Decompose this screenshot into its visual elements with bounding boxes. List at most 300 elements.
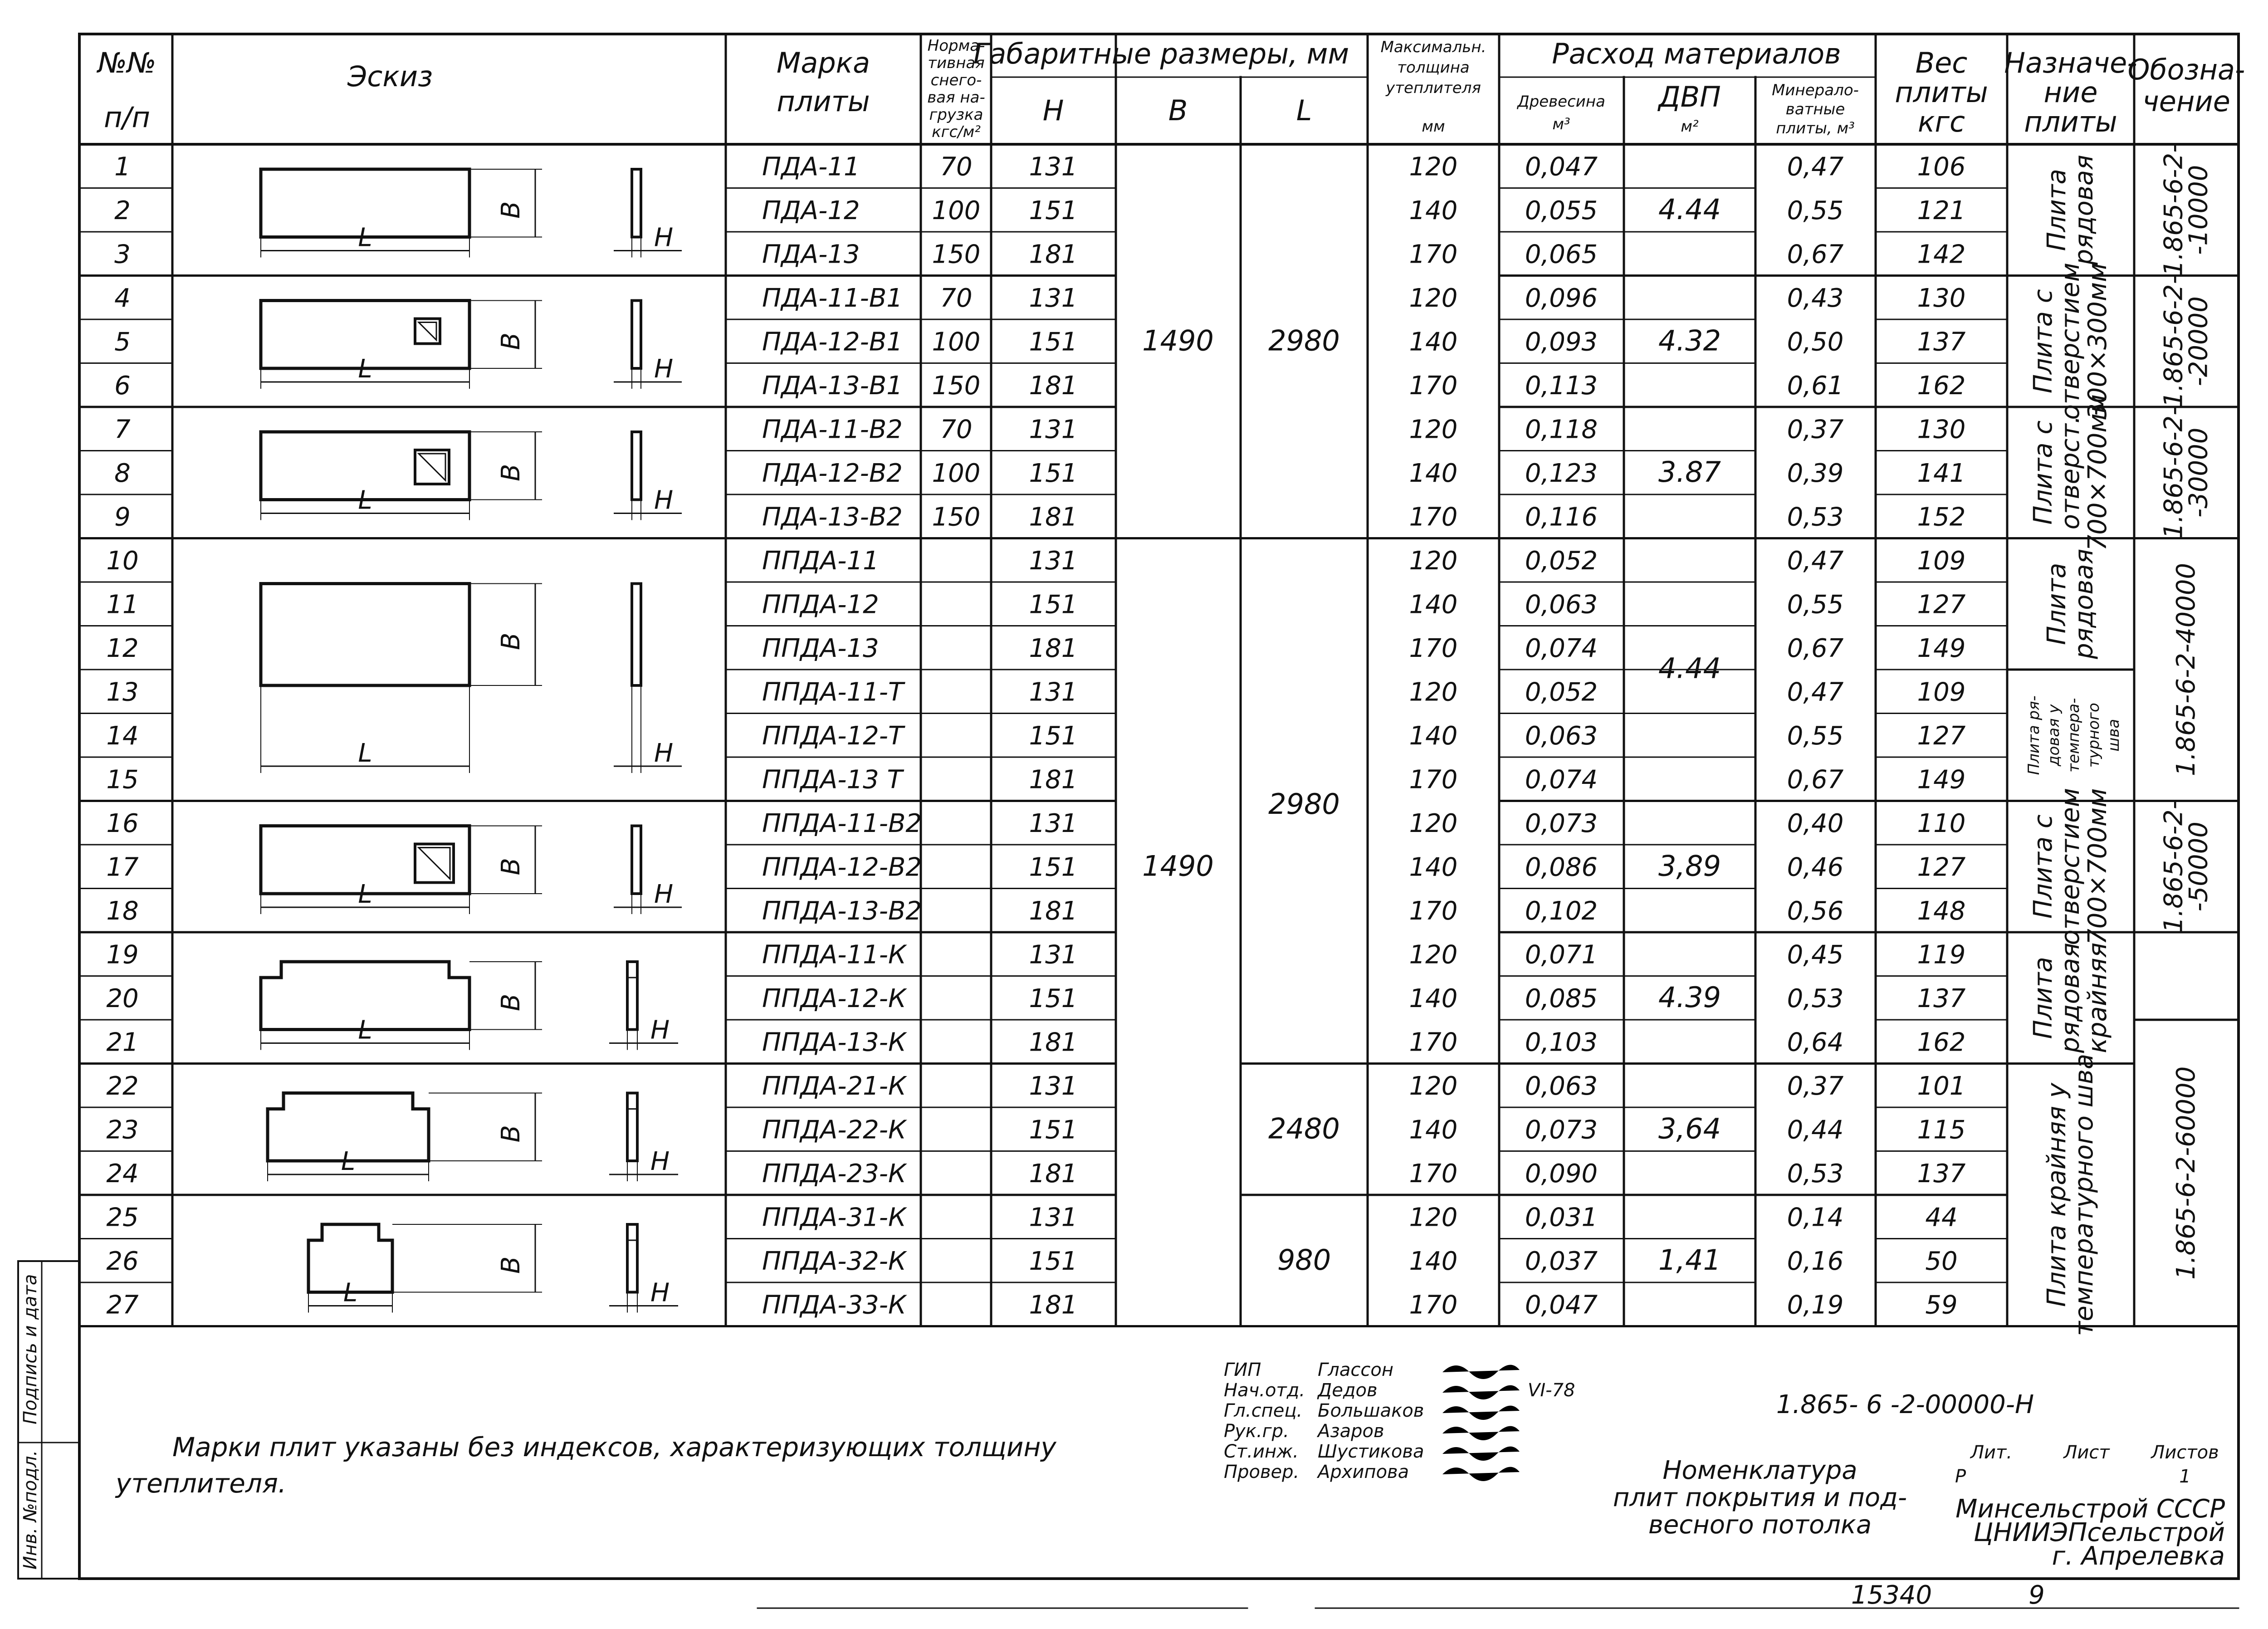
sketch-label-b: В [496, 993, 526, 1011]
plate-weight: 121 [1917, 196, 1966, 225]
mineral-wool-volume: 0,47 [1787, 152, 1844, 182]
plate-mark: ППДА-11 [762, 546, 879, 576]
plate-weight: 141 [1917, 458, 1966, 488]
header-num-sub: п/п [104, 101, 150, 134]
plate-plan [261, 584, 469, 686]
plate-mark: ППДА-32-К [762, 1246, 906, 1276]
mineral-wool-volume: 0,56 [1787, 896, 1844, 926]
sketch-label-h: Н [650, 1147, 670, 1176]
row-number: 26 [106, 1246, 139, 1276]
mineral-wool-volume: 0,53 [1787, 502, 1844, 532]
height-h: 181 [1029, 1159, 1078, 1189]
row-number: 18 [106, 896, 139, 926]
row-number: 23 [106, 1115, 139, 1145]
wood-volume: 0,055 [1525, 196, 1598, 225]
organization: Минсельстрой СССР [1955, 1494, 2225, 1524]
height-h: 181 [1029, 502, 1078, 532]
height-h: 151 [1029, 1115, 1078, 1145]
plate-section [632, 169, 641, 237]
header-insul-unit: мм [1422, 117, 1445, 136]
dvp-area: 4.32 [1658, 324, 1721, 357]
header-load-line: грузка [929, 106, 983, 124]
designation-code: -50000 [2184, 822, 2214, 912]
snow-load: 150 [932, 502, 981, 532]
wood-volume: 0,085 [1525, 983, 1598, 1013]
signatory-role: ГИП [1224, 1360, 1261, 1380]
row-number: 22 [106, 1071, 139, 1101]
insulation-thickness: 120 [1409, 283, 1458, 313]
header-dvp-unit: м² [1681, 117, 1699, 136]
plate-purpose: турного [2085, 703, 2103, 768]
wood-volume: 0,063 [1525, 590, 1598, 620]
height-h: 151 [1029, 1246, 1078, 1276]
height-h: 131 [1029, 283, 1078, 313]
signatory-role: Рук.гр. [1224, 1421, 1289, 1442]
height-h: 131 [1029, 1203, 1078, 1233]
height-h: 131 [1029, 152, 1078, 182]
designation-code: 1.865-6-2-60000 [2171, 1066, 2201, 1280]
plate-purpose: шва [2105, 719, 2123, 752]
plate-mark: ППДА-12-Т [762, 721, 904, 751]
row-number: 13 [106, 677, 139, 707]
header-desig-2: чение [2142, 85, 2230, 118]
plate-mark: ППДА-22-К [762, 1115, 906, 1145]
length-l: 2980 [1268, 324, 1340, 357]
header-weight-sub: плиты [1895, 76, 1988, 109]
signature-scribble [1442, 1447, 1520, 1461]
signature-scribble [1442, 1385, 1520, 1399]
sketch-label-l: L [343, 1278, 358, 1308]
designation-code: 1.865-6-2- [2159, 275, 2189, 408]
header-wood-unit: м³ [1552, 115, 1570, 133]
signatory-role: Нач.отд. [1224, 1380, 1305, 1401]
row-number: 20 [106, 983, 139, 1013]
plate-purpose: температурного шва [2069, 1053, 2099, 1336]
signatory-role: Провер. [1224, 1462, 1300, 1482]
plate-mark: ППДА-33-К [762, 1290, 906, 1320]
snow-load: 70 [940, 152, 973, 182]
insulation-thickness: 140 [1409, 852, 1458, 882]
sketch-label-l: L [358, 223, 372, 253]
signatory-name: Шустикова [1318, 1441, 1424, 1462]
designation-code: 1.865-6-2-40000 [2171, 563, 2201, 777]
designation-code: -30000 [2184, 427, 2214, 518]
header-desig: Обозна- [2127, 53, 2245, 86]
insulation-thickness: 120 [1409, 546, 1458, 576]
header-l: L [1296, 94, 1312, 127]
table-grid [18, 34, 2239, 1608]
archive-number: 15340 [1851, 1580, 1932, 1610]
header-load-line: Норма- [927, 37, 985, 55]
mineral-wool-volume: 0,37 [1787, 415, 1844, 445]
plate-purpose: отверст. [2056, 416, 2085, 530]
header-insul-line: толщина [1397, 59, 1470, 77]
height-h: 151 [1029, 458, 1078, 488]
wood-volume: 0,102 [1525, 896, 1598, 926]
plate-weight: 127 [1917, 590, 1966, 620]
height-h: 151 [1029, 327, 1078, 357]
plate-weight: 109 [1917, 546, 1966, 576]
plate-weight: 137 [1917, 1159, 1966, 1189]
mineral-wool-volume: 0,47 [1787, 677, 1844, 707]
plate-purpose: 700×700мм [2083, 788, 2112, 945]
insulation-thickness: 170 [1409, 765, 1458, 795]
plate-mark: ПДА-13-В1 [762, 371, 903, 401]
wood-volume: 0,073 [1525, 1115, 1598, 1145]
signature-scribble [1442, 1467, 1520, 1481]
plate-purpose: рядовая [2069, 548, 2099, 659]
length-l: 2480 [1268, 1112, 1340, 1145]
plate-weight: 137 [1917, 983, 1966, 1013]
wood-volume: 0,047 [1525, 1290, 1598, 1320]
row-number: 9 [114, 502, 131, 532]
document-title: Номенклатура [1662, 1456, 1857, 1485]
wood-volume: 0,090 [1525, 1159, 1598, 1189]
length-l: 980 [1277, 1243, 1331, 1277]
width-b: 1490 [1142, 849, 1214, 883]
header-dvp: ДВП [1658, 80, 1721, 113]
dvp-area: 4.44 [1658, 192, 1721, 226]
header-materials: Расход материалов [1552, 37, 1841, 70]
height-h: 131 [1029, 546, 1078, 576]
plate-purpose: отверстием [2056, 788, 2085, 945]
plate-mark: ПДА-12 [762, 196, 860, 225]
plate-purpose: Плита [2028, 957, 2058, 1039]
header-mark-sub: плиты [777, 85, 870, 118]
height-h: 131 [1029, 677, 1078, 707]
sketch-label-h: Н [654, 223, 674, 253]
plate-purpose: крайняя [2083, 942, 2112, 1053]
insulation-thickness: 170 [1409, 896, 1458, 926]
plate-mark: ППДА-12-К [762, 983, 906, 1013]
plate-purpose: Плита [2042, 563, 2072, 645]
plate-weight: 127 [1917, 852, 1966, 882]
table-text [20, 37, 2245, 1610]
opening-hatch [419, 323, 436, 340]
mineral-wool-volume: 0,55 [1787, 590, 1844, 620]
plate-mark: ПДА-11-В2 [762, 415, 903, 445]
plate-mark: ППДА-12 [762, 590, 879, 620]
plate-weight: 130 [1917, 415, 1966, 445]
row-number: 8 [114, 458, 131, 488]
plate-weight: 162 [1917, 371, 1966, 401]
plate-weight: 130 [1917, 283, 1966, 313]
sketch-label-b: В [496, 632, 526, 650]
insulation-thickness: 140 [1409, 721, 1458, 751]
snow-load: 70 [940, 415, 973, 445]
height-h: 151 [1029, 721, 1078, 751]
height-h: 151 [1029, 852, 1078, 882]
insulation-thickness: 170 [1409, 1290, 1458, 1320]
plate-section [627, 1093, 637, 1161]
row-number: 25 [106, 1203, 139, 1233]
height-h: 151 [1029, 590, 1078, 620]
row-number: 7 [114, 415, 131, 445]
wood-volume: 0,096 [1525, 283, 1598, 313]
mineral-wool-volume: 0,53 [1787, 1159, 1844, 1189]
length-l: 2980 [1268, 787, 1340, 821]
document-code: 1.865- 6 -2-00000-Н [1776, 1390, 2034, 1419]
plate-mark: ППДА-13-В2 [762, 896, 922, 926]
insulation-thickness: 120 [1409, 940, 1458, 970]
opening-hatch [419, 454, 445, 480]
document-title: весного потолка [1648, 1510, 1872, 1540]
sketch-label-l: L [358, 880, 372, 909]
sketch-label-h: Н [650, 1015, 670, 1045]
sketch-label-l: L [358, 485, 372, 515]
row-number: 19 [106, 940, 139, 970]
row-number: 3 [114, 240, 131, 269]
plate-section [627, 1224, 637, 1292]
insulation-thickness: 120 [1409, 415, 1458, 445]
designation-code: 1.865-6-2- [2159, 800, 2189, 933]
insulation-thickness: 140 [1409, 1115, 1458, 1145]
mineral-wool-volume: 0,39 [1787, 458, 1844, 488]
designation-code: 1.865-6-2- [2159, 406, 2189, 539]
dvp-area: 4.39 [1658, 980, 1721, 1014]
opening-hatch [419, 848, 450, 879]
designation-code: -10000 [2184, 165, 2214, 255]
header-insul-line: утеплителя [1386, 79, 1481, 97]
header-num: №№ [98, 46, 156, 79]
plate-weight: 115 [1917, 1115, 1966, 1145]
snow-load: 150 [932, 240, 981, 269]
plate-mark: ППДА-13-К [762, 1027, 906, 1057]
row-number: 27 [106, 1290, 139, 1320]
insulation-thickness: 120 [1409, 1071, 1458, 1101]
plate-weight: 152 [1917, 502, 1966, 532]
plate-weight: 162 [1917, 1027, 1966, 1057]
height-h: 181 [1029, 371, 1078, 401]
signatory-name: Архипова [1318, 1462, 1409, 1482]
wood-volume: 0,052 [1525, 546, 1598, 576]
plate-mark: ППДА-21-К [762, 1071, 906, 1101]
plate-section [627, 962, 637, 1030]
sketch-label-b: В [496, 464, 526, 481]
organization: г. Апрелевка [2052, 1541, 2225, 1571]
dvp-area: 3,64 [1658, 1112, 1721, 1145]
height-h: 181 [1029, 896, 1078, 926]
insulation-thickness: 170 [1409, 240, 1458, 269]
plate-mark: ПДА-13 [762, 240, 860, 269]
snow-load: 150 [932, 371, 981, 401]
header-dims: Габаритные размеры, мм [973, 37, 1349, 70]
insulation-thickness: 140 [1409, 590, 1458, 620]
plate-purpose: рядовая [2056, 943, 2085, 1053]
signature-scribble [1442, 1365, 1520, 1379]
label-sheet: Лист [2063, 1442, 2110, 1463]
plate-mark: ППДА-13 [762, 633, 879, 663]
height-h: 181 [1029, 1027, 1078, 1057]
wood-volume: 0,063 [1525, 1071, 1598, 1101]
insulation-thickness: 140 [1409, 196, 1458, 225]
signatory-name: Большаков [1318, 1400, 1424, 1421]
document-title: плит покрытия и под- [1613, 1483, 1907, 1512]
wood-volume: 0,065 [1525, 240, 1598, 269]
mineral-wool-volume: 0,67 [1787, 240, 1844, 269]
wood-volume: 0,073 [1525, 808, 1598, 838]
sketch-label-b: В [496, 1125, 526, 1143]
mineral-wool-volume: 0,16 [1787, 1246, 1844, 1276]
plate-purpose: довая у [2045, 704, 2063, 767]
label-lit: Лит. [1970, 1442, 2013, 1463]
dvp-area: 3,89 [1658, 849, 1721, 883]
height-h: 151 [1029, 983, 1078, 1013]
header-weight: Вес [1915, 46, 1968, 79]
sketch-label-l: L [358, 739, 372, 768]
height-h: 131 [1029, 808, 1078, 838]
header-purpose: Назначе- [2004, 46, 2137, 79]
row-number: 5 [114, 327, 131, 357]
wood-volume: 0,063 [1525, 721, 1598, 751]
mineral-wool-volume: 0,19 [1787, 1290, 1844, 1320]
height-h: 131 [1029, 940, 1078, 970]
height-h: 151 [1029, 196, 1078, 225]
insulation-thickness: 170 [1409, 1027, 1458, 1057]
plate-weight: 109 [1917, 677, 1966, 707]
plate-mark: ППДА-13 Т [762, 765, 903, 795]
header-mark: Марка [776, 46, 870, 79]
row-number: 15 [106, 765, 139, 795]
header-b: B [1168, 94, 1188, 127]
mineral-wool-volume: 0,61 [1787, 371, 1844, 401]
wood-volume: 0,071 [1525, 940, 1598, 970]
header-insul-line: Максимальн. [1380, 38, 1486, 56]
plate-weight: 149 [1917, 633, 1966, 663]
row-number: 12 [106, 633, 139, 663]
header-h: H [1042, 94, 1064, 127]
plate-mark: ППДА-23-К [762, 1159, 906, 1189]
wood-volume: 0,086 [1525, 852, 1598, 882]
snow-load: 70 [940, 283, 973, 313]
plate-mark: ПДА-11 [762, 152, 860, 182]
signature-scribble [1442, 1406, 1520, 1420]
signatory-name: Глассон [1318, 1360, 1393, 1380]
height-h: 131 [1029, 415, 1078, 445]
plate-purpose: отверстием [2056, 263, 2085, 420]
mineral-wool-volume: 0,45 [1787, 940, 1844, 970]
plate-section [632, 826, 641, 894]
insulation-thickness: 120 [1409, 1203, 1458, 1233]
plate-purpose: Плита с [2028, 814, 2058, 919]
insulation-thickness: 140 [1409, 458, 1458, 488]
sketch-label-b: В [496, 1256, 526, 1274]
row-number: 21 [106, 1027, 139, 1057]
side-stamp-signature: Подпись и дата [20, 1274, 41, 1424]
header-wood: Древесина [1517, 93, 1605, 111]
mineral-wool-volume: 0,46 [1787, 852, 1844, 882]
plate-weight: 101 [1917, 1071, 1966, 1101]
row-number: 14 [106, 721, 139, 751]
plate-section [632, 432, 641, 500]
header-mineral-line: ватные [1785, 100, 1845, 118]
mineral-wool-volume: 0,44 [1787, 1115, 1844, 1145]
mineral-wool-volume: 0,37 [1787, 1071, 1844, 1101]
plate-weight: 149 [1917, 765, 1966, 795]
plate-section [632, 301, 641, 369]
plate-weight: 44 [1925, 1203, 1958, 1233]
sketch-column [261, 169, 682, 1313]
wood-volume: 0,031 [1525, 1203, 1598, 1233]
sketch-label-b: В [496, 858, 526, 876]
height-h: 181 [1029, 240, 1078, 269]
plate-purpose: темпера- [2065, 698, 2083, 773]
mineral-wool-volume: 0,43 [1787, 283, 1844, 313]
row-number: 10 [106, 546, 139, 576]
sketch-label-b: В [496, 201, 526, 219]
wood-volume: 0,116 [1525, 502, 1598, 532]
row-number: 4 [114, 283, 131, 313]
sketch-label-h: Н [654, 354, 674, 384]
dvp-area: 3.87 [1658, 455, 1721, 489]
plate-weight: 106 [1917, 152, 1966, 182]
plate-weight: 127 [1917, 721, 1966, 751]
designation-code: 1.865-6-2- [2159, 143, 2189, 276]
plate-mark: ППДА-12-В2 [762, 852, 922, 882]
plate-weight: 119 [1917, 940, 1966, 970]
row-number: 17 [106, 852, 139, 882]
insulation-thickness: 120 [1409, 152, 1458, 182]
mineral-wool-volume: 0,55 [1787, 721, 1844, 751]
footnote-line1: Марки плит указаны без индексов, характеризующих толщину [172, 1432, 1056, 1463]
plate-mark: ПДА-12-В2 [762, 458, 903, 488]
wood-volume: 0,074 [1525, 633, 1598, 663]
wood-volume: 0,113 [1525, 371, 1598, 401]
mineral-wool-volume: 0,40 [1787, 808, 1844, 838]
mineral-wool-volume: 0,14 [1787, 1203, 1844, 1233]
mineral-wool-volume: 0,64 [1787, 1027, 1844, 1057]
plate-weight: 137 [1917, 327, 1966, 357]
plate-mark: ПДА-12-В1 [762, 327, 903, 357]
plate-purpose: Плита крайняя у [2042, 1082, 2072, 1307]
wood-volume: 0,074 [1525, 765, 1598, 795]
row-number: 16 [106, 808, 139, 838]
plate-mark: ПДА-11-В1 [762, 283, 903, 313]
sketch-label-l: L [358, 1015, 372, 1045]
header-sketch: Эскиз [347, 60, 433, 93]
snow-load: 100 [932, 327, 981, 357]
snow-load: 100 [932, 196, 981, 225]
header-load-line: кгс/м² [932, 123, 981, 141]
value-lit: Р [1955, 1466, 1966, 1487]
height-h: 181 [1029, 1290, 1078, 1320]
header-mineral-line: плиты, м³ [1776, 119, 1855, 137]
plate-purpose: 700×700мм [2083, 394, 2112, 551]
insulation-thickness: 120 [1409, 677, 1458, 707]
plate-weight: 142 [1917, 240, 1966, 269]
plate-mark: ППДА-11-К [762, 940, 906, 970]
sketch-label-b: В [496, 333, 526, 350]
organization: ЦНИИЭПсельстрой [1973, 1518, 2225, 1547]
signatory-role: Гл.спец. [1224, 1400, 1303, 1421]
sketch-label-h: Н [654, 485, 674, 515]
signatory-role: Ст.инж. [1224, 1441, 1299, 1462]
plate-mark: ПДА-13-В2 [762, 502, 903, 532]
height-h: 131 [1029, 1071, 1078, 1101]
footnote-line2: утеплителя. [116, 1468, 287, 1499]
plate-purpose: Плита с [2028, 420, 2058, 525]
plate-purpose: Плита [2042, 169, 2072, 251]
label-sheets: Листов [2151, 1442, 2219, 1463]
mineral-wool-volume: 0,50 [1787, 327, 1844, 357]
height-h: 181 [1029, 633, 1078, 663]
row-number: 11 [106, 590, 139, 620]
plate-weight: 50 [1925, 1246, 1958, 1276]
insulation-thickness: 140 [1409, 983, 1458, 1013]
wood-volume: 0,052 [1525, 677, 1598, 707]
wood-volume: 0,118 [1525, 415, 1598, 445]
plate-mark: ППДА-11-В2 [762, 808, 922, 838]
